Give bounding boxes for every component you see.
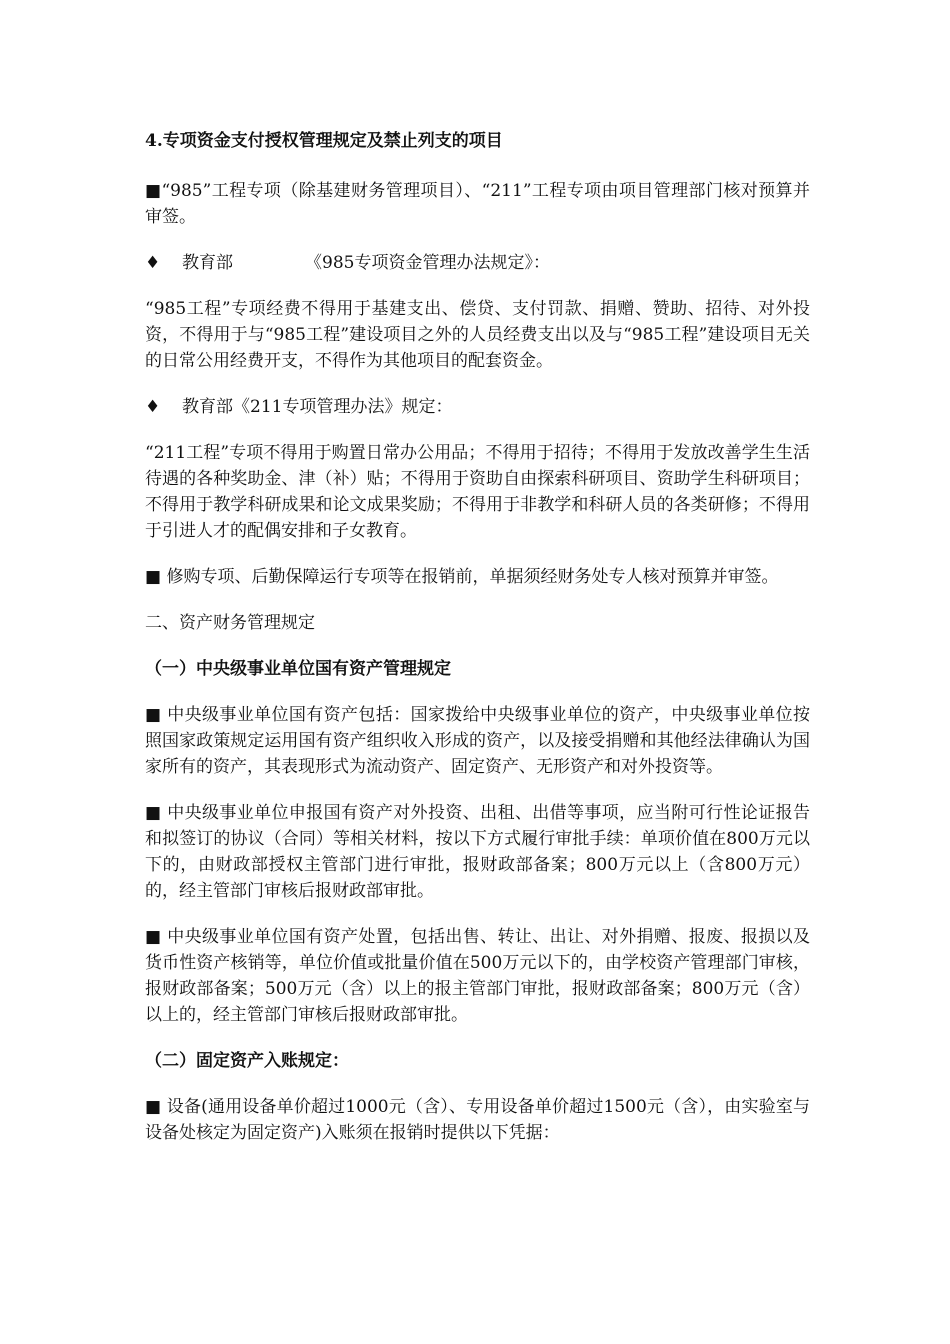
paragraph-repair-projects: ■ 修购专项、后勤保障运行专项等在报销前，单据须经财务处专人核对预算并审签。: [145, 567, 779, 587]
paragraph-fixed-assets: ■ 设备(通用设备单价超过1000元（含）、专用设备单价超过1500元（含），由实验室与设备处核定为固定资产)入账须在报销时提供以下凭据：: [145, 1097, 810, 1143]
bullet-text: 教育部《211专项管理办法》规定：: [182, 397, 453, 417]
diamond-bullet-icon: ♦: [145, 253, 161, 273]
paragraph-985-rules: “985工程”专项经费不得用于基建支出、偿贷、支付罚款、捐赠、赞助、招待、对外投资，不得用于与“985工程”建设项目之外的人员经费支出以及与“985工程”建设项目无关的日常公用经费开支，不得作为其他项目的配套资金。: [145, 299, 810, 371]
subsection-heading: （一）中央级事业单位国有资产管理规定: [145, 659, 451, 679]
bullet-org: 教育部: [182, 253, 233, 273]
diamond-bullet-icon: ♦: [145, 397, 161, 417]
document-page: [145, 118, 810, 1146]
paragraph-assets-investment: ■ 中央级事业单位申报国有资产对外投资、出租、出借等事项，应当附可行性论证报告和拟签订的协议（合同）等相关材料，按以下方式履行审批手续：单项价值在800万元以下的，由财政部授权主管部门进行审批，报财政部备案；800万元以上（含800万元）的，经主管部门审核后报财政部审批。: [145, 803, 810, 901]
paragraph-985-211-signoff: ■“985”工程专项（除基建财务管理项目）、“211”工程专项由项目管理部门核对预算并审签。: [145, 181, 810, 227]
bullet-title: 《985专项资金管理办法规定》：: [305, 253, 550, 273]
bullet-985-regulation: [145, 250, 810, 276]
subsection-heading: （二）固定资产入账规定：: [145, 1051, 349, 1071]
paragraph-211-rules: “211工程”专项不得用于购置日常办公用品；不得用于招待；不得用于发放改善学生生活待遇的各种奖助金、津（补）贴；不得用于资助自由探索科研项目、资助学生科研项目；不得用于教学科研成果和论文成果奖励；不得用于非教学和科研人员的各类研修；不得用于引进人才的配偶安排和子女教育。: [145, 443, 810, 541]
paragraph-assets-disposal: ■ 中央级事业单位国有资产处置，包括出售、转让、出让、对外捐赠、报废、报损以及货币性资产核销等，单位价值或批量价值在500万元以下的，由学校资产管理部门审核，报财政部备案；500万元（含）以上的报主管部门审批，报财政部备案；800万元（含）以上的，经主管部门审核后报财政部审批。: [145, 927, 810, 1025]
bullet-211-regulation: [145, 394, 810, 420]
paragraph-assets-definition: ■ 中央级事业单位国有资产包括：国家拨给中央级事业单位的资产，中央级事业单位按照国家政策规定运用国有资产组织收入形成的资产，以及接受捐赠和其他经法律确认为国家所有的资产，其表现形式为流动资产、固定资产、无形资产和对外投资等。: [145, 705, 810, 777]
section-heading: 二、资产财务管理规定: [145, 613, 315, 633]
section-heading: 4.专项资金支付授权管理规定及禁止列支的项目: [145, 131, 503, 151]
